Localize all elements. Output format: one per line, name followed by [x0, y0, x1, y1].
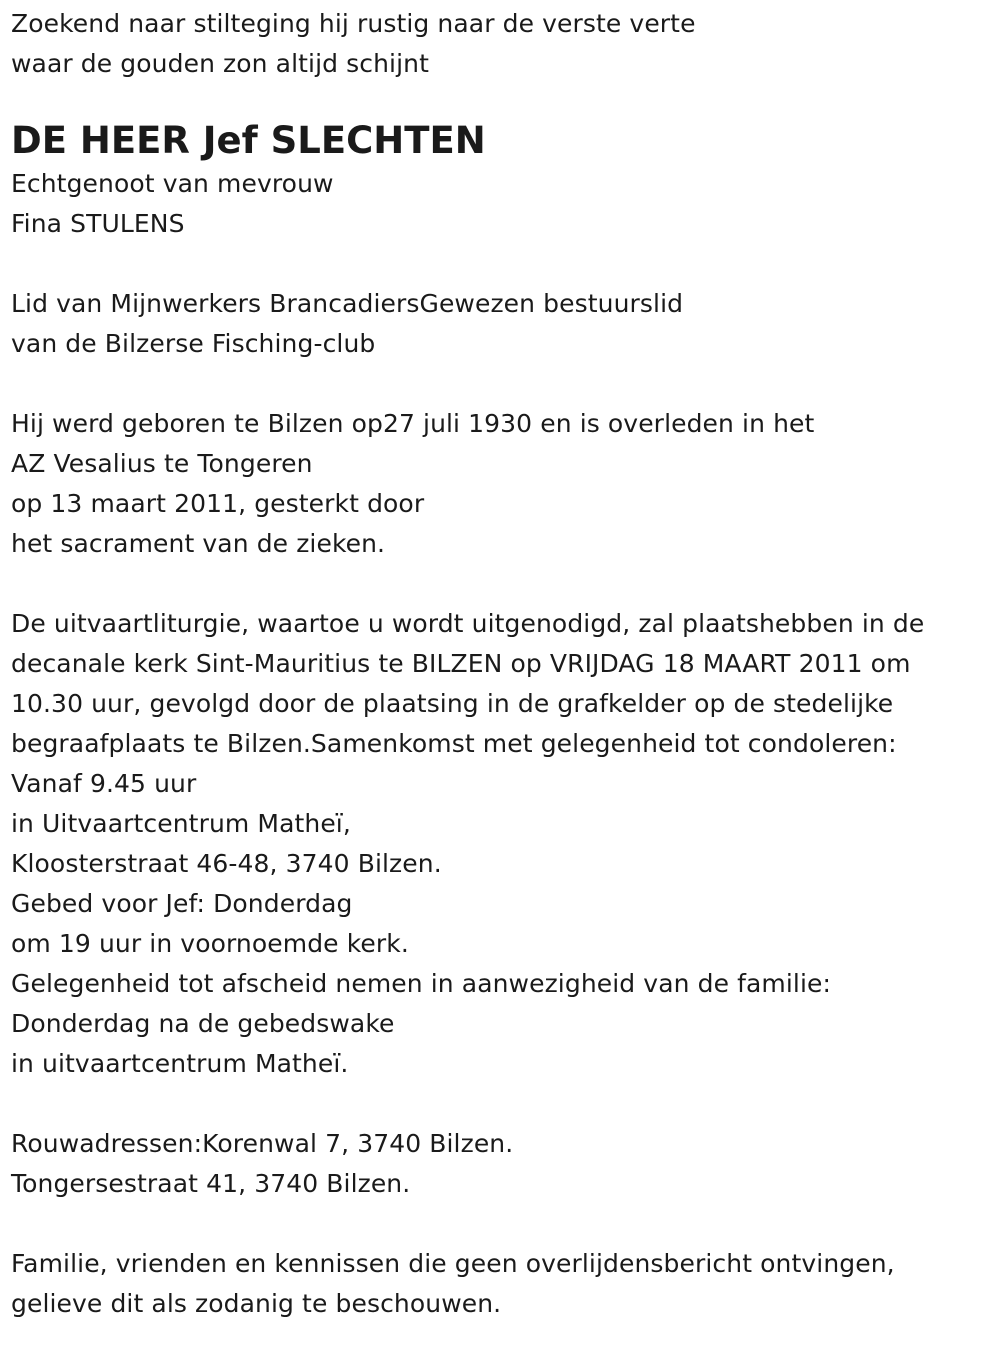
funeral-line: Donderdag na de gebedswake — [11, 1009, 395, 1038]
life-line: AZ Vesalius te Tongeren — [11, 449, 313, 478]
spacer — [11, 84, 991, 118]
funeral-line: 10.30 uur, gevolgd door de plaatsing in de grafkelder op de stedelijke — [11, 689, 894, 718]
life-line: op 13 maart 2011, gesterkt door — [11, 489, 425, 518]
funeral-line: om 19 uur in voornoemde kerk. — [11, 929, 409, 958]
closing-line: Familie, vrienden en kennissen die geen overlijdensbericht ontvingen, — [11, 1249, 895, 1278]
funeral-line: Gebed voor Jef: Donderdag — [11, 889, 353, 918]
death-notice — [11, 4, 991, 1324]
spacer — [11, 1084, 991, 1124]
poem-line: Zoekend naar stilteging hij rustig naar de verste verte — [11, 9, 696, 38]
funeral-line: decanale kerk Sint-Mauritius te BILZEN op VRIJDAG 18 MAART 2011 om — [11, 649, 911, 678]
closing-line: gelieve dit als zodanig te beschouwen. — [11, 1289, 502, 1318]
funeral-line: in uitvaartcentrum Matheï. — [11, 1049, 349, 1078]
membership-line: van de Bilzerse Fisching-club — [11, 329, 376, 358]
membership-line: Lid van Mijnwerkers BrancadiersGewezen bestuurslid — [11, 289, 684, 318]
spouse-line: Fina STULENS — [11, 209, 185, 238]
deceased-name: DE HEER Jef SLECHTEN — [11, 119, 486, 162]
address-line: Rouwadressen:Korenwal 7, 3740 Bilzen. — [11, 1129, 514, 1158]
life-line: het sacrament van de zieken. — [11, 529, 386, 558]
funeral-line: Kloosterstraat 46-48, 3740 Bilzen. — [11, 849, 442, 878]
address-line: Tongersestraat 41, 3740 Bilzen. — [11, 1169, 411, 1198]
funeral-line: in Uitvaartcentrum Matheï, — [11, 809, 351, 838]
spacer — [11, 364, 991, 404]
life-line: Hij werd geboren te Bilzen op27 juli 1930 en is overleden in het — [11, 409, 815, 438]
spacer — [11, 244, 991, 284]
closing-note — [11, 1244, 991, 1324]
spacer — [11, 564, 991, 604]
funeral-line: Vanaf 9.45 uur — [11, 769, 197, 798]
spacer — [11, 1204, 991, 1244]
funeral-details — [11, 604, 991, 1084]
funeral-line: Gelegenheid tot afscheid nemen in aanwezigheid van de familie: — [11, 969, 832, 998]
poem-line: waar de gouden zon altijd schijnt — [11, 49, 429, 78]
funeral-line: begraafplaats te Bilzen.Samenkomst met gelegenheid tot condoleren: — [11, 729, 897, 758]
mourning-addresses — [11, 1124, 991, 1204]
deceased-block — [11, 118, 991, 244]
life-details — [11, 404, 991, 564]
poem — [11, 4, 991, 84]
funeral-line: De uitvaartliturgie, waartoe u wordt uitgenodigd, zal plaatshebben in de — [11, 609, 925, 638]
spouse-line: Echtgenoot van mevrouw — [11, 169, 334, 198]
memberships — [11, 284, 991, 364]
